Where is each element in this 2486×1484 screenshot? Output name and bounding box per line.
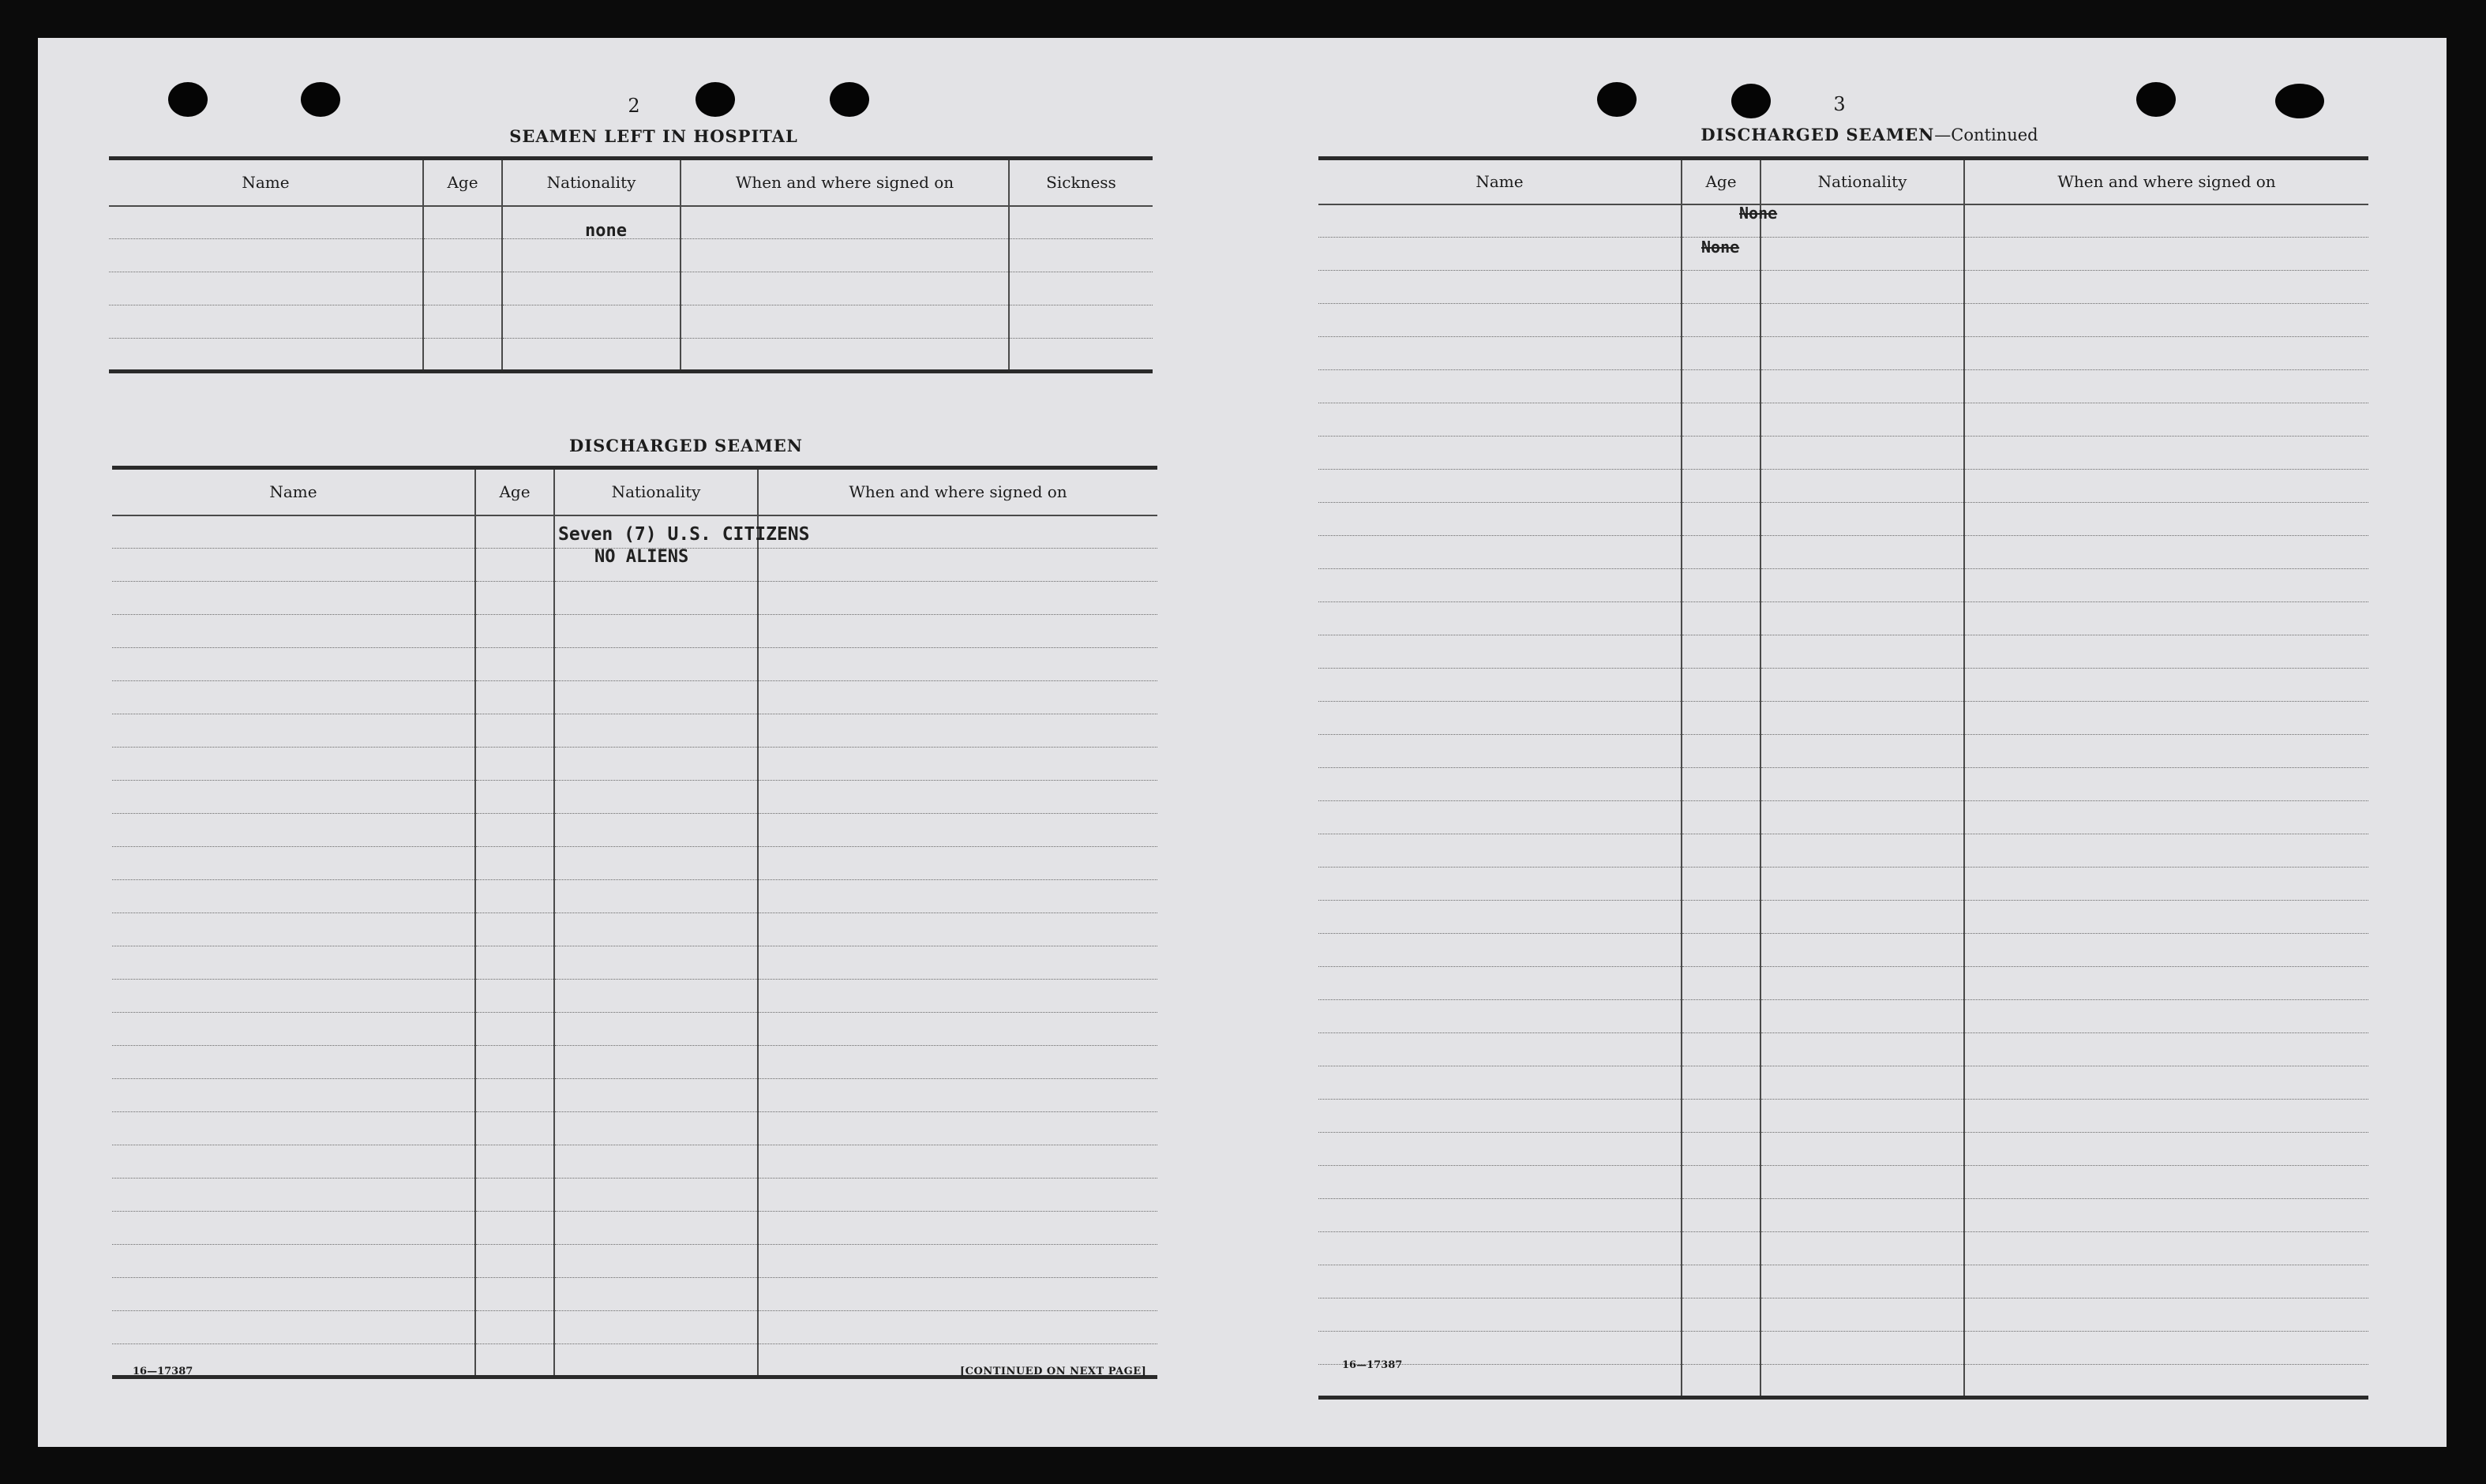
table-row	[1318, 1199, 2368, 1232]
section-title-text: DISCHARGED SEAMEN	[1700, 125, 1935, 144]
table-row	[112, 1013, 1157, 1046]
table-row	[1318, 470, 2368, 503]
table-row	[109, 339, 1153, 372]
table-row	[1318, 602, 2368, 635]
table-row	[1318, 1298, 2368, 1332]
binder-hole	[168, 82, 208, 117]
table-row	[112, 748, 1157, 781]
table-row	[112, 1212, 1157, 1245]
table-row	[112, 913, 1157, 946]
table-row	[112, 814, 1157, 847]
table-row	[112, 648, 1157, 681]
col-header-nationality: Nationality	[554, 468, 758, 515]
col-header-nationality: Nationality	[502, 159, 681, 206]
binder-hole	[696, 82, 735, 117]
table-row	[112, 880, 1157, 913]
binder-hole	[2136, 82, 2176, 117]
table-row	[1318, 967, 2368, 1000]
table-row	[109, 272, 1153, 305]
discharged-table	[112, 466, 1157, 1379]
table-row	[1318, 1100, 2368, 1133]
table-row	[1318, 735, 2368, 768]
col-header-nationality: Nationality	[1760, 159, 1964, 204]
discharged-section-title: DISCHARGED SEAMEN	[569, 436, 803, 455]
table-row	[112, 1079, 1157, 1112]
table-row	[1318, 370, 2368, 403]
binder-hole	[830, 82, 869, 117]
col-header-name: Name	[109, 159, 423, 206]
table-row	[1318, 437, 2368, 470]
table-row	[112, 1245, 1157, 1278]
table-row	[1318, 834, 2368, 868]
table-row	[1318, 569, 2368, 602]
table-row	[1318, 536, 2368, 569]
table-row	[1318, 1332, 2368, 1365]
table-row	[112, 681, 1157, 714]
col-header-signed-on: When and where signed on	[681, 159, 1009, 206]
table-row	[1318, 768, 2368, 801]
table-row	[1318, 1033, 2368, 1066]
table-row	[1318, 403, 2368, 437]
section-title-suffix: —Continued	[1934, 126, 2038, 144]
table-row	[112, 714, 1157, 748]
binder-hole	[1731, 84, 1771, 118]
col-header-age: Age	[423, 159, 502, 206]
document-sheet	[38, 38, 2447, 1447]
table-row	[112, 1278, 1157, 1311]
struck-entry-none: None	[1701, 238, 1740, 257]
table-row	[109, 239, 1153, 272]
table-row	[1318, 934, 2368, 967]
col-header-name: Name	[1318, 159, 1682, 204]
table-row	[1318, 1066, 2368, 1100]
page-number-left: 2	[628, 95, 640, 117]
table-row	[112, 515, 1157, 549]
table-row	[1318, 868, 2368, 901]
col-header-age: Age	[1682, 159, 1760, 204]
table-row	[1318, 304, 2368, 337]
col-header-age: Age	[475, 468, 554, 515]
continued-note: [CONTINUED ON NEXT PAGE]	[960, 1366, 1147, 1377]
table-row	[1318, 1166, 2368, 1199]
page-number-right: 3	[1833, 93, 1846, 115]
struck-entry-none: None	[1739, 203, 1778, 223]
typed-entry-aliens: NO ALIENS	[594, 547, 689, 567]
col-header-signed-on: When and where signed on	[758, 468, 1157, 515]
table-row	[1318, 238, 2368, 271]
table-row	[112, 1311, 1157, 1344]
table-row	[1318, 1265, 2368, 1298]
table-row	[1318, 702, 2368, 735]
table-row	[1318, 1000, 2368, 1033]
form-number-right: 16—17387	[1342, 1359, 1403, 1371]
table-row	[1318, 1232, 2368, 1265]
table-row	[112, 980, 1157, 1013]
table-row	[1318, 204, 2368, 238]
typed-entry-citizens: Seven (7) U.S. CITIZENS	[558, 523, 810, 545]
binder-hole	[1597, 82, 1637, 117]
discharged-continued-table	[1318, 156, 2368, 1400]
discharged-continued-title	[1317, 125, 2422, 144]
table-row	[112, 1112, 1157, 1145]
table-row	[1318, 271, 2368, 304]
hospital-section-title: SEAMEN LEFT IN HOSPITAL	[509, 126, 798, 146]
table-row	[1318, 337, 2368, 370]
col-header-sickness: Sickness	[1009, 159, 1153, 206]
col-header-signed-on: When and where signed on	[1964, 159, 2368, 204]
table-row	[112, 549, 1157, 582]
hospital-table	[109, 156, 1153, 373]
table-row	[109, 206, 1153, 239]
table-row	[1318, 669, 2368, 702]
table-row	[112, 582, 1157, 615]
binder-hole	[301, 82, 340, 117]
table-row	[1318, 1365, 2368, 1398]
table-row	[1318, 901, 2368, 934]
table-row	[1318, 1133, 2368, 1166]
table-row	[109, 305, 1153, 339]
table-row	[112, 615, 1157, 648]
binder-hole	[2275, 84, 2324, 118]
typed-entry-none: none	[585, 220, 627, 241]
table-row	[112, 847, 1157, 880]
table-row	[1318, 635, 2368, 669]
table-row	[1318, 503, 2368, 536]
table-row	[1318, 801, 2368, 834]
form-number-left: 16—17387	[133, 1366, 193, 1377]
col-header-name: Name	[112, 468, 475, 515]
table-row	[112, 1145, 1157, 1179]
table-row	[112, 946, 1157, 980]
table-row	[112, 1179, 1157, 1212]
table-row	[112, 1046, 1157, 1079]
table-row	[112, 781, 1157, 814]
